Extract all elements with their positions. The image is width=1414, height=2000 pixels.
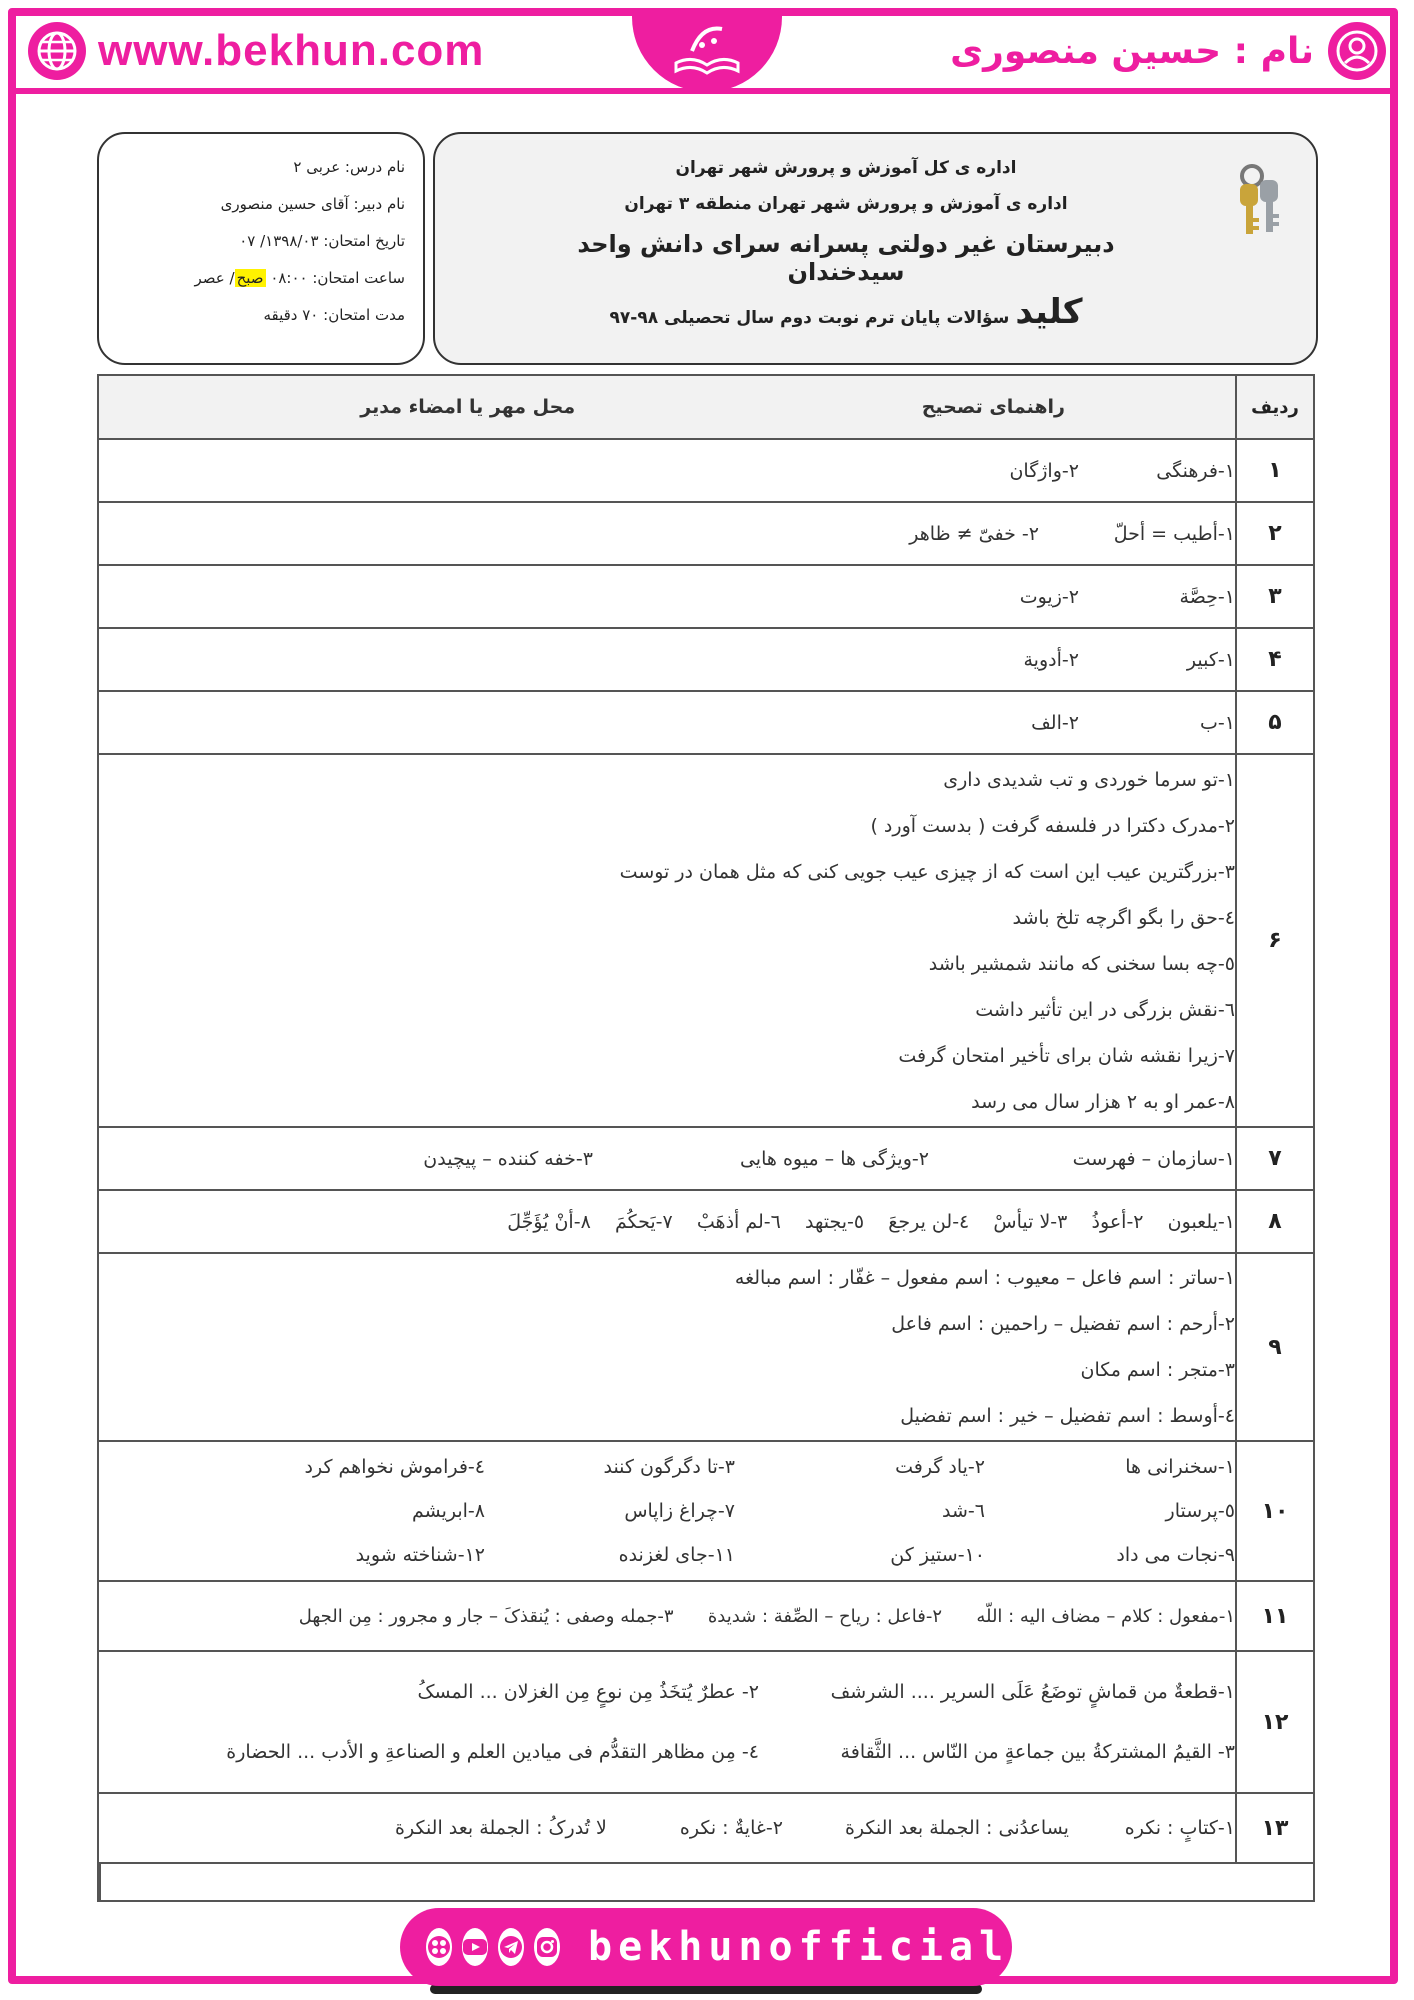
answer-item: ٥-پرستار (1165, 1500, 1235, 1522)
exam-time-rest: / عصر (194, 269, 235, 287)
answer-line: ٥-چه بسا سخنی که مانند شمشیر باشد (928, 952, 1235, 975)
school-line-1: اداره ی کل آموزش و پرورش شهر تهران (675, 158, 1017, 178)
answer-cell (98, 439, 1236, 502)
answer-part: ۳-خفه کننده – پیچیدن (423, 1147, 593, 1170)
answer-part: ۲-الف (1031, 711, 1079, 734)
row-number: ۸ (1236, 1190, 1314, 1253)
exam-title (526, 292, 1166, 332)
table-row (98, 1651, 1314, 1793)
answer-item: ۱-سخنرانی ها (1125, 1456, 1235, 1478)
row-number: ۱۰ (1236, 1441, 1314, 1581)
social-footer (400, 1908, 1012, 1986)
seal-title: محل مهر یا امضاء مدیر (360, 396, 576, 418)
key-label: کلید (1015, 292, 1083, 332)
answer-line: ٦-نقش بزرگی در این تأثیر داشت (975, 998, 1235, 1021)
answer-line: ۱-تو سرما خوردی و تب شدیدی داری (943, 768, 1235, 791)
exam-subtitle: سؤالات پایان ترم نوبت دوم سال تحصیلی ۹۸-۹۷ (609, 308, 1010, 328)
answer-cell: ۱-مفعول : کلام – مضاف الیه : اللّه ۲-فاعل : ریاح – الصِّفة : شدیدة ۳-جمله وصفی : یُنقذکَ – جار و مجرور : مِن الجهل (98, 1581, 1236, 1651)
answer-item: ٦-شد (942, 1500, 985, 1522)
answer-part: ۲-غایةٌ : نکره (679, 1817, 783, 1839)
answer-cell (98, 1793, 1236, 1863)
table-row (98, 1581, 1314, 1651)
answer-line: ۲-أرحم : اسم تفضیل – راحمین : اسم فاعل (891, 1313, 1235, 1335)
answer-cell (98, 1441, 1236, 1581)
user-icon (1328, 22, 1386, 80)
table-row (98, 1127, 1314, 1190)
school-line-2: اداره ی آموزش و پرورش شهر تهران منطقه ۳ تهران (624, 194, 1068, 214)
header-rule (16, 88, 1398, 94)
exam-duration: مدت امتحان: ۷۰ دقیقه (263, 306, 405, 324)
answer-part: ۱-ب (1200, 711, 1235, 734)
exam-time-morning: صبح (236, 269, 264, 287)
answer-item: ۱۰-ستیز کن (890, 1544, 985, 1566)
answer-part: ۲-زیوت (1019, 585, 1079, 608)
row-number: ۲ (1236, 502, 1314, 565)
answer-line: ٤-أوسط : اسم تفضیل – خیر : اسم تفضیل (900, 1405, 1235, 1427)
exam-date: تاریخ امتحان: ۱۳۹۸/۰۳/ ۰۷ (239, 232, 405, 250)
answer-part: ۲- خفیّ ≠ ظاهر (909, 522, 1039, 545)
answer-item: ٤-فراموش نخواهم کرد (304, 1456, 485, 1478)
answer-item: ۱۱-جای لغزنده (618, 1544, 735, 1566)
exam-time (195, 269, 405, 287)
row-number: ۷ (1236, 1127, 1314, 1190)
table-row (98, 691, 1314, 754)
teacher-name: نام دبیر: آقای حسین منصوری (220, 195, 405, 213)
globe-icon (28, 22, 86, 80)
answer-cell (98, 502, 1236, 565)
answer-part: ۱-سازمان – فهرست (1072, 1147, 1235, 1170)
answer-line: ۳-متجر : اسم مکان (1080, 1359, 1235, 1381)
table-row (98, 439, 1314, 502)
author-name: نام : حسین منصوری (950, 30, 1314, 72)
empty-cell (98, 1863, 1314, 1901)
answer-line: ۲-مدرک دکترا در فلسفه گرفت ( بدست آورد ) (870, 814, 1235, 837)
subject-name: نام درس: عربی ۲ (293, 158, 405, 176)
table-row (98, 565, 1314, 628)
answer-part: یساعدُنی : الجملة بعد النکرة (844, 1817, 1069, 1839)
guide-title: راهنمای تصحیح (921, 396, 1065, 418)
telegram-icon[interactable] (498, 1928, 524, 1966)
answer-cell (98, 1651, 1236, 1793)
keys-icon (1232, 162, 1288, 246)
book-logo-icon (662, 15, 752, 85)
answer-cell (98, 628, 1236, 691)
site-link[interactable] (28, 22, 484, 80)
answer-line: ۷-زیرا نقشه شان برای تأخیر امتحان گرفت (898, 1044, 1235, 1067)
exam-info-box (97, 132, 425, 365)
answer-part: ۳- القیمُ المشترکةُ بین جماعةٍ من النّاس ... الثَّقافة (840, 1741, 1235, 1763)
social-handle[interactable]: bekhunofficial (588, 1924, 1010, 1970)
answer-part: ۲- عطرٌ یُتخَذُ مِن نوعٍ مِن الغزلان ... المسکُ (417, 1681, 759, 1703)
answer-item: ۱۲-شناخته شوید (355, 1544, 485, 1566)
row-number: ۳ (1236, 565, 1314, 628)
table-footer-row (98, 1863, 1314, 1901)
instagram-icon[interactable] (534, 1928, 560, 1966)
answer-part: ۲-ویژگی ها – میوه هایی (739, 1147, 929, 1170)
answer-line: ٤-حق را بگو اگرچه تلخ باشد (1012, 906, 1235, 929)
answer-key-table (97, 374, 1315, 1902)
row-number: ۴ (1236, 628, 1314, 691)
row-number: ۱۲ (1236, 1651, 1314, 1793)
row-number: ۵ (1236, 691, 1314, 754)
answer-line: ۳-بزرگترین عیب این است که از چیزی عیب جویی کنی که مثل همان در توست (619, 860, 1235, 883)
answer-cell (98, 1253, 1236, 1441)
row-number: ۶ (1236, 754, 1314, 1127)
answer-item: ۲-یاد گرفت (895, 1456, 985, 1478)
answer-cell (98, 565, 1236, 628)
youtube-icon[interactable] (462, 1928, 488, 1966)
site-url[interactable]: www.bekhun.com (98, 26, 485, 75)
answer-part: ۱-فرهنگی (1156, 459, 1235, 482)
table-row (98, 1441, 1314, 1581)
answer-item: ۷-چراغ زاپاس (624, 1500, 735, 1522)
answer-part: ۱-حِصَّة (1179, 585, 1235, 608)
answer-cell (98, 754, 1236, 1127)
answer-part: ۱-أطیب = أحلّ (1113, 522, 1235, 545)
exam-time-label: ساعت امتحان: ۰۸:۰۰ (270, 269, 405, 287)
row-number: ۱۱ (1236, 1581, 1314, 1651)
answer-cell (98, 1127, 1236, 1190)
answer-part: ۱-کتابٍ : نکره (1124, 1817, 1235, 1839)
answer-part: ۱-قطعةٌ من قماشٍ توضَعُ عَلَی السریر .... الشرشف (830, 1681, 1235, 1703)
answer-part: ۱-کبیر (1186, 648, 1235, 671)
row-number: ۱۳ (1236, 1793, 1314, 1863)
answer-line: ۸-عمر او به ۲ هزار سال می رسد (971, 1090, 1235, 1113)
answer-part: ۲-واژگان (1009, 459, 1079, 482)
answer-line: ۱-ساتر : اسم فاعل – معیوب : اسم مفعول – غفّار : اسم مبالغه (734, 1267, 1235, 1289)
answer-cell: ۱-یلعبون ۲-أعوذُ ۳-لا تیأسْ ٤-لن یرجعَ ٥-یجتهد ٦-لم أذهَبْ ۷-یَحکُمَ ۸-أنْ یُؤَجِّلَ (98, 1190, 1236, 1253)
answer-item: ۸-ابریشم (411, 1500, 485, 1522)
answer-part: لا تُدرکُ : الجملة بعد النکرة (395, 1817, 607, 1839)
school-name: دبیرستان غیر دولتی پسرانه سرای دانش واحد سیدخندان (577, 230, 1115, 286)
answer-cell (98, 691, 1236, 754)
aparat-icon[interactable] (426, 1928, 452, 1966)
answer-item: ۹-نجات می داد (1116, 1544, 1235, 1566)
row-number: ۹ (1236, 1253, 1314, 1441)
table-row (98, 1253, 1314, 1441)
answer-part: ٤- مِن مظاهر التقدُّم فی میادین العلم و الصناعةِ و الأدب ... الحضارة (226, 1741, 759, 1763)
row-number: ۱ (1236, 439, 1314, 502)
answer-part: ۲-أدویة (1023, 648, 1079, 671)
table-header-row (98, 375, 1314, 439)
answer-item: ۳-تا دگرگون کنند (603, 1456, 735, 1478)
table-row (98, 502, 1314, 565)
col-guide-header (98, 375, 1236, 439)
author-block (950, 22, 1386, 80)
table-row (98, 754, 1314, 1127)
table-row (98, 628, 1314, 691)
table-row (98, 1793, 1314, 1863)
table-row (98, 1190, 1314, 1253)
col-row-header: ردیف (1236, 375, 1314, 439)
school-header-box (433, 132, 1318, 365)
